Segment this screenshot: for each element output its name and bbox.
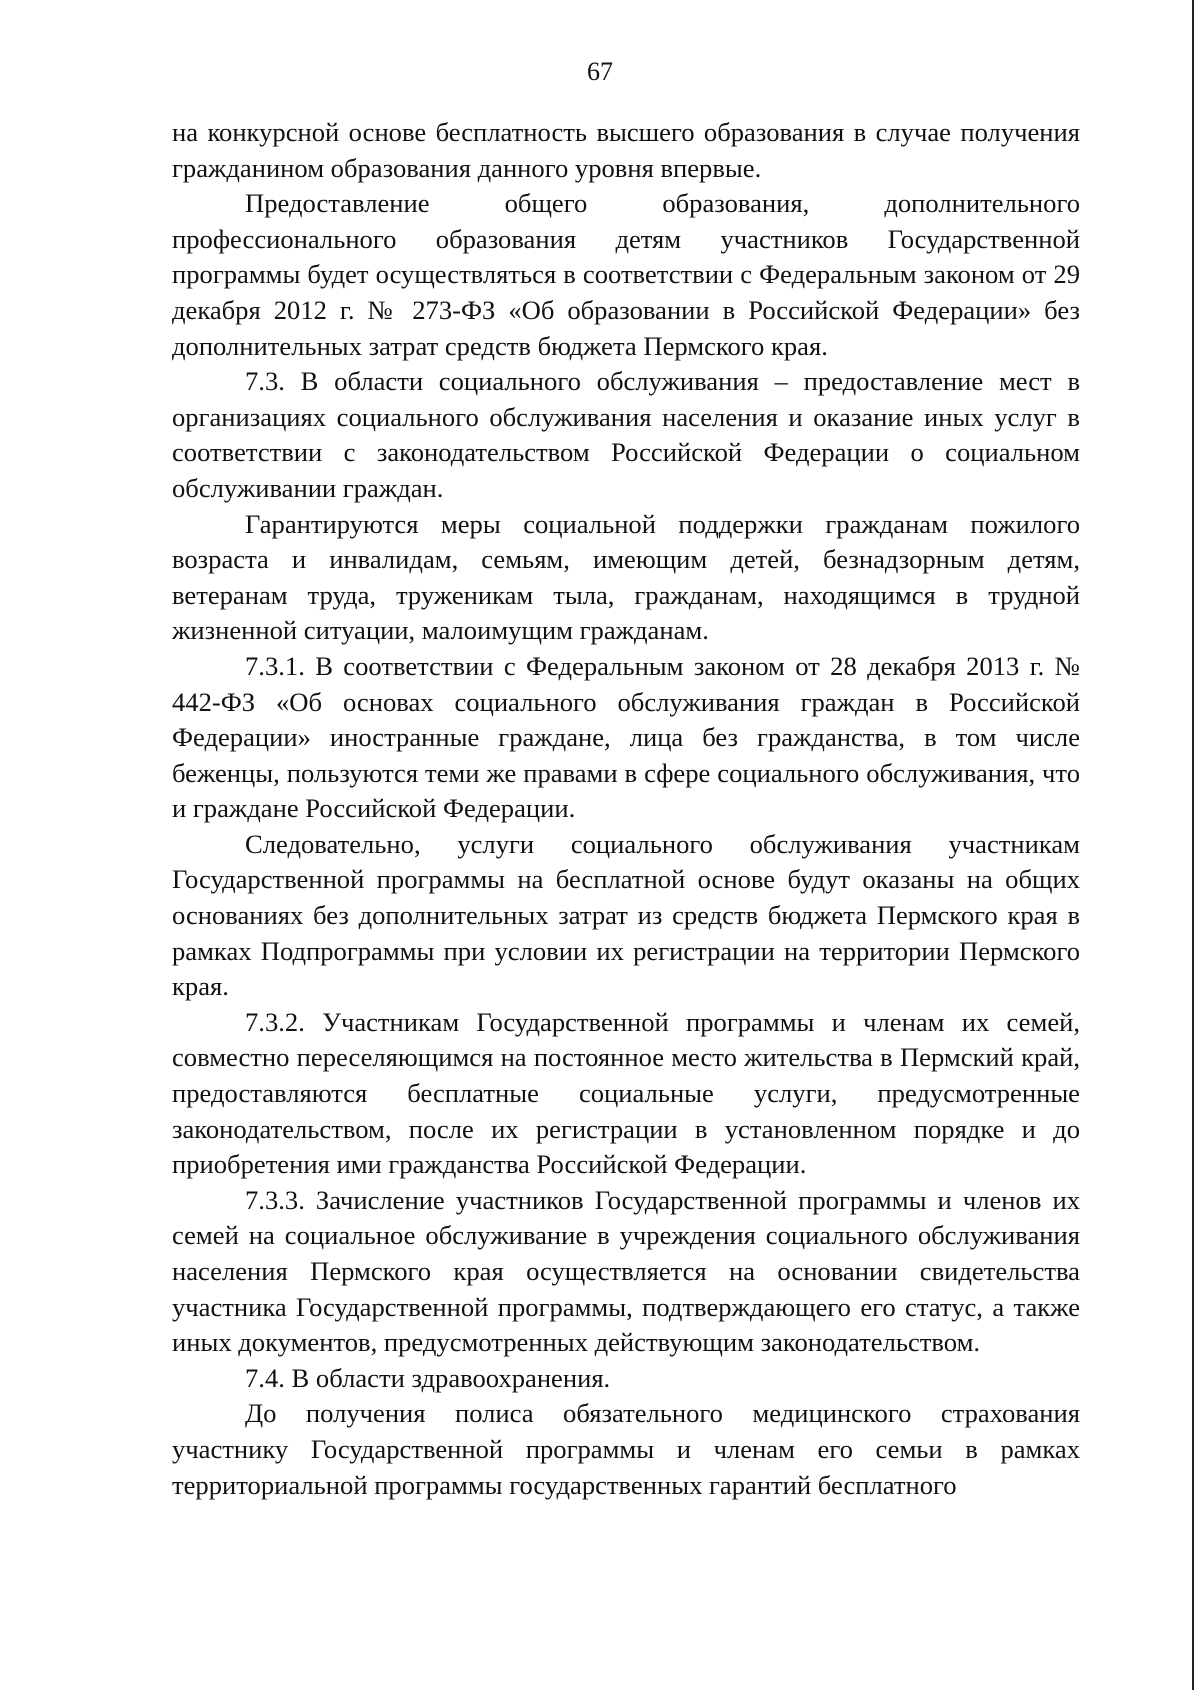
paragraph-6: Следовательно, услуги социального обслуживания участникам Государственной программы на бесплатной основе будут оказаны на общих основаниях без дополнительных затрат из средств бюджета Пермского края в рамках Подпрограммы при условии их регистрации на территории Пермского края. <box>172 828 1080 1002</box>
paragraph-9: 7.4. В области здравоохранения. <box>245 1362 611 1393</box>
paragraph-4: Гарантируются меры социальной поддержки гражданам пожилого возраста и инвалидам, семьям, имеющим детей, безнадзорным детям, ветеранам труда, труженикам тыла, гражданам, находящимся в трудной жизненной ситуации, малоимущим гражданам. <box>172 508 1080 646</box>
paragraph-5: 7.3.1. В соответствии с Федеральным законом от 28 декабря 2013 г. № 442-ФЗ «Об основах социального обслуживания граждан в Российской Федерации» иностранные граждане, лица без гражданства, в том числе беженцы, пользуются теми же правами в сфере социального обслуживания, что и граждане Российской Федерации. <box>172 650 1080 824</box>
paragraph-8: 7.3.3. Зачисление участников Государственной программы и членов их семей на социальное обслуживание в учреждения социального обслуживания населения Пермского края осуществляется на основании свидетельства участника Государственной программы, подтверждающего его статус, а также иных документов, предусмотренных действующим законодательством. <box>172 1184 1080 1358</box>
paragraph-10: До получения полиса обязательного медицинского страхования участнику Государственной программы и членам его семьи в рамках территориальной программы государственных гарантий бесплатного <box>172 1398 1080 1500</box>
document-body <box>172 115 1080 1503</box>
paragraph-2: Предоставление общего образования, дополнительного профессионального образования детям участников Государственной программы будет осуществляться в соответствии с Федеральным законом от 29 декабря 2012 г. № 273-ФЗ «Об образовании в Российской Федерации» без дополнительных затрат средств бюджета Пермского края. <box>172 188 1080 361</box>
scan-edge-line <box>1192 0 1194 1690</box>
paragraph-7: 7.3.2. Участникам Государственной программы и членам их семей, совместно переселяющимся на постоянное место жительства в Пермский край, предоставляются бесплатные социальные услуги, предусмотренные законодательством, после их регистрации в установленном порядке и до приобретения ими гражданства Российской Федерации. <box>172 1006 1080 1180</box>
paragraph-1: на конкурсной основе бесплатность высшего образования в случае получения гражданином образования данного уровня впервые. <box>172 117 1080 183</box>
page-number: 67 <box>587 57 613 86</box>
paragraph-3: 7.3. В области социального обслуживания – предоставление мест в организациях социального обслуживания населения и оказание иных услуг в соответствии с законодательством Российской Федерации о социальном обслуживании граждан. <box>172 366 1080 503</box>
